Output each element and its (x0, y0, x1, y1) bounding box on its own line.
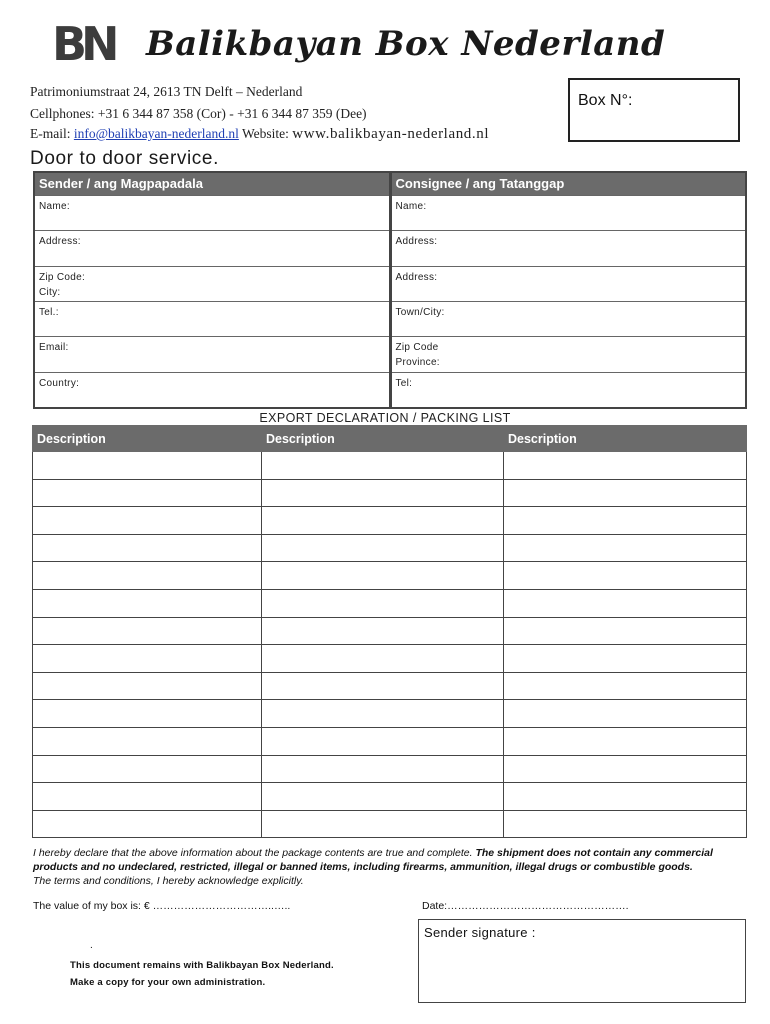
description-cell[interactable] (33, 755, 262, 783)
description-cell[interactable] (262, 672, 504, 700)
consignee-heading: Consignee / ang Tatanggap (392, 173, 746, 195)
description-cell[interactable] (33, 507, 262, 535)
sender-email-field[interactable] (35, 336, 389, 371)
box-number-label: Box N°: (578, 92, 633, 109)
field-label: Zip Code (395, 342, 439, 354)
description-cell[interactable] (262, 452, 504, 480)
sender-zip-city-field[interactable] (35, 266, 389, 301)
description-cell[interactable] (262, 810, 504, 838)
sender-name-field[interactable] (35, 195, 389, 230)
sender-address-field[interactable] (35, 230, 389, 265)
sender-tel-field[interactable] (35, 301, 389, 336)
table-row (33, 755, 747, 783)
copy-note: Make a copy for your own administration. (70, 977, 266, 988)
column-header: Description (262, 426, 504, 452)
table-row (33, 479, 747, 507)
field-label: Name: (39, 201, 70, 212)
description-cell[interactable] (33, 727, 262, 755)
table-row (33, 562, 747, 590)
consignee-address2-field[interactable] (392, 266, 746, 301)
email-label: E-mail: (30, 126, 71, 141)
field-label: Country: (39, 377, 80, 389)
field-label: Name: (395, 201, 427, 212)
description-cell[interactable] (262, 727, 504, 755)
packing-list-header-row (33, 426, 747, 452)
description-cell[interactable] (262, 589, 504, 617)
consignee-town-field[interactable] (392, 301, 746, 336)
declaration-part2: The shipment does not contain any commercial products and no undeclared, restricted, illegal or banned items, including firearms, ammunition, illegal drugs or combustible goods. (33, 847, 713, 873)
email-link[interactable]: info@balikbayan-nederland.nl (73, 126, 239, 141)
description-cell[interactable] (33, 562, 262, 590)
packing-list-table (32, 425, 747, 838)
description-cell[interactable] (504, 645, 747, 673)
description-cell[interactable] (33, 700, 262, 728)
table-row (33, 452, 747, 480)
website-label: Website: (242, 126, 289, 141)
table-row (33, 589, 747, 617)
table-row (33, 617, 747, 645)
logo-text: BN (52, 17, 114, 71)
field-label: Email: (39, 342, 69, 354)
description-cell[interactable] (504, 755, 747, 783)
description-cell[interactable] (33, 617, 262, 645)
sender-signature-box[interactable] (418, 919, 746, 1003)
field-label: Town/City: (395, 306, 445, 318)
table-row (33, 507, 747, 535)
description-cell[interactable] (262, 700, 504, 728)
box-number-field[interactable] (568, 78, 740, 142)
description-cell[interactable] (504, 727, 747, 755)
description-cell[interactable] (504, 589, 747, 617)
description-cell[interactable] (262, 755, 504, 783)
description-cell[interactable] (262, 645, 504, 673)
description-cell[interactable] (262, 783, 504, 811)
description-cell[interactable] (504, 534, 747, 562)
table-row (33, 645, 747, 673)
declaration-part1: I hereby declare that the above information about the package contents are true and complete. (33, 847, 476, 859)
company-logo (52, 17, 128, 71)
company-contact-line (30, 126, 489, 143)
table-row (33, 727, 747, 755)
declaration-text (33, 846, 749, 888)
sender-country-field[interactable] (35, 372, 389, 407)
stray-dot: . (90, 940, 93, 951)
description-cell[interactable] (33, 645, 262, 673)
date-field[interactable]: Date:……………………………………………. (422, 900, 629, 912)
consignee-column (392, 173, 746, 407)
description-cell[interactable] (504, 562, 747, 590)
description-cell[interactable] (33, 479, 262, 507)
table-row (33, 534, 747, 562)
retention-note: This document remains with Balikbayan Box Nederland. (70, 960, 334, 971)
box-value-field[interactable]: The value of my box is: € ……………………………..….. (33, 900, 291, 912)
column-header: Description (33, 426, 262, 452)
table-row (33, 700, 747, 728)
field-label: Tel.: (39, 306, 59, 318)
table-row (33, 783, 747, 811)
table-row (33, 810, 747, 838)
table-row (33, 672, 747, 700)
field-label: City: (39, 286, 61, 298)
field-label: Province: (395, 357, 440, 369)
description-cell[interactable] (262, 479, 504, 507)
description-cell[interactable] (504, 617, 747, 645)
description-cell[interactable] (504, 810, 747, 838)
description-cell[interactable] (504, 700, 747, 728)
field-label: Address: (395, 236, 438, 248)
sender-consignee-table (33, 171, 747, 409)
description-cell[interactable] (504, 479, 747, 507)
description-cell[interactable] (504, 507, 747, 535)
field-label: Zip Code: (39, 271, 86, 283)
description-cell[interactable] (33, 589, 262, 617)
company-cellphones: Cellphones: +31 6 344 87 358 (Cor) - +31 6 344 87 359 (Dee) (30, 106, 367, 121)
description-cell[interactable] (262, 562, 504, 590)
consignee-name-field[interactable] (392, 195, 746, 230)
description-cell[interactable] (33, 810, 262, 838)
description-cell[interactable] (33, 783, 262, 811)
description-cell[interactable] (504, 672, 747, 700)
consignee-tel-field[interactable] (392, 372, 746, 407)
company-address: Patrimoniumstraat 24, 2613 TN Delft – Nederland (30, 84, 303, 99)
consignee-address-field[interactable] (392, 230, 746, 265)
field-label: Address: (395, 271, 438, 283)
description-cell[interactable] (504, 783, 747, 811)
column-header: Description (504, 426, 747, 452)
field-label: Tel: (395, 377, 413, 389)
description-cell[interactable] (33, 534, 262, 562)
description-cell[interactable] (262, 534, 504, 562)
field-label: Address: (39, 236, 81, 248)
description-cell[interactable] (33, 452, 262, 480)
website-link[interactable]: www.balikbayan-nederland.nl (292, 126, 490, 142)
service-title: Door to door service. (30, 148, 219, 169)
signature-label: Sender signature : (424, 925, 536, 940)
sender-column (35, 173, 392, 407)
description-cell[interactable] (504, 452, 747, 480)
declaration-part3: The terms and conditions, I hereby acknowledge explicitly. (33, 875, 304, 887)
packing-list-title: EXPORT DECLARATION / PACKING LIST (259, 411, 511, 425)
sender-heading: Sender / ang Magpapadala (35, 173, 389, 195)
description-cell[interactable] (262, 507, 504, 535)
description-cell[interactable] (262, 617, 504, 645)
consignee-zip-province-field[interactable] (392, 336, 746, 371)
description-cell[interactable] (33, 672, 262, 700)
brand-name: Balikbayan Box Nederland (146, 24, 666, 64)
